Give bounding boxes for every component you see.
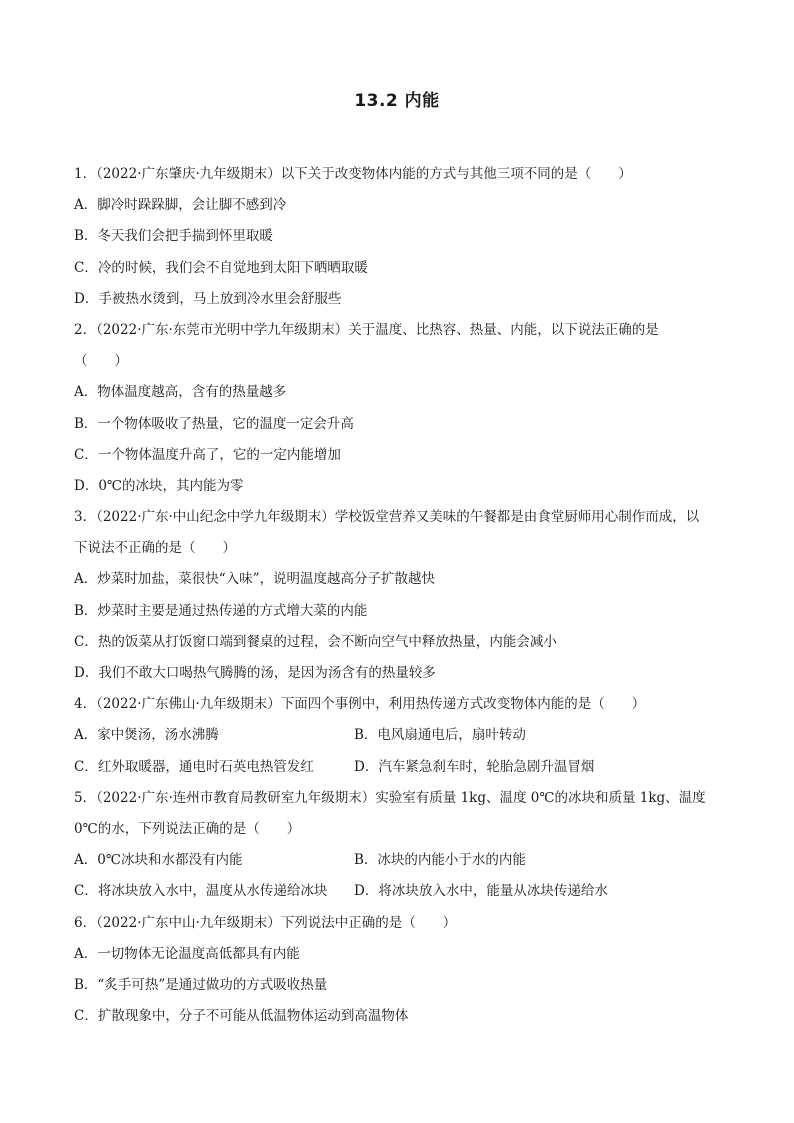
question-list <box>74 161 724 1034</box>
question-3-stem: 3．（2022·广东·中山纪念中学九年级期末）学校饭堂营养又美味的午餐都是由食堂厨师用心制作而成，以 <box>74 509 700 526</box>
question-2-stem: 2．（2022·广东·东莞市光明中学九年级期末）关于温度、比热容、热量、内能，以下说法正确的是 <box>74 321 659 338</box>
question-4-option-a: A．家中煲汤，汤水沸腾 <box>74 727 219 744</box>
question-4-options-row-2 <box>74 754 724 785</box>
question-5-stem: 5．（2022·广东·连州市教育局教研室九年级期末）实验室有质量 1kg、温度 0℃的冰块和质量 1kg、温度 <box>74 789 706 806</box>
question-4-option-b: B．电风扇通电后，扇叶转动 <box>354 727 526 744</box>
question-2-option-a: A．物体温度越高，含有的热量越多 <box>74 384 287 401</box>
question-3-option-b: B．炒菜时主要是通过热传递的方式增大菜的内能 <box>74 602 368 619</box>
question-5-stem-cont: 0℃的水，下列说法正确的是（ ） <box>74 820 301 837</box>
question-2-option-d: D．0℃的冰块，其内能为零 <box>74 477 244 494</box>
question-3-stem-cont: 下说法不正确的是（ ） <box>74 540 236 557</box>
question-6-stem: 6．（2022·广东中山·九年级期末）下列说法中正确的是（ ） <box>74 914 457 931</box>
question-4-options-row-1 <box>74 722 724 753</box>
question-1-stem: 1．（2022·广东肇庆·九年级期末）以下关于改变物体内能的方式与其他三项不同的是（ ） <box>74 166 632 182</box>
question-1-option-c: C．冷的时候，我们会不自觉地到太阳下晒晒取暖 <box>74 259 368 276</box>
question-4-option-d: D．汽车紧急刹车时，轮胎急剧升温冒烟 <box>354 758 595 775</box>
question-5-option-b: B．冰块的内能小于水的内能 <box>354 852 526 869</box>
question-1-option-a: A．脚冷时跺跺脚，会让脚不感到冷 <box>74 197 287 214</box>
question-5-option-c: C．将冰块放入水中，温度从水传递给冰块 <box>74 883 328 900</box>
question-5-options-row-1 <box>74 847 724 878</box>
question-3-option-a: A．炒菜时加盐，菜很快“入味”，说明温度越高分子扩散越快 <box>74 571 436 588</box>
question-5-option-a: A．0℃冰块和水都没有内能 <box>74 852 243 869</box>
question-4-option-c: C．红外取暖器，通电时石英电热管发红 <box>74 758 314 775</box>
question-2-stem-cont: （ ） <box>74 353 128 370</box>
question-3-option-c: C．热的饭菜从打饭窗口端到餐桌的过程，会不断向空气中释放热量，内能会减小 <box>74 633 557 650</box>
question-6-option-a: A．一切物体无论温度高低都具有内能 <box>74 945 300 962</box>
question-4-stem: 4．（2022·广东佛山·九年级期末）下面四个事例中，利用热传递方式改变物体内能的是（ ） <box>74 696 646 713</box>
question-2-option-c: C．一个物体温度升高了，它的一定内能增加 <box>74 446 341 463</box>
question-6-option-c: C．扩散现象中，分子不可能从低温物体运动到高温物体 <box>74 1008 409 1025</box>
page-title: 13.2 内能 <box>354 91 440 111</box>
question-6-option-b: B．“炙手可热”是通过做功的方式吸收热量 <box>74 976 328 993</box>
question-5-option-d: D．将冰块放入水中，能量从冰块传递给水 <box>354 883 608 900</box>
question-1-option-b: B．冬天我们会把手揣到怀里取暖 <box>74 228 273 245</box>
question-5-options-row-2 <box>74 878 724 909</box>
question-3-option-d: D．我们不敢大口喝热气腾腾的汤，是因为汤含有的热量较多 <box>74 665 436 681</box>
question-1-option-d: D．手被热水烫到，马上放到冷水里会舒服些 <box>74 290 342 307</box>
question-2-option-b: B．一个物体吸收了热量，它的温度一定会升高 <box>74 415 354 432</box>
